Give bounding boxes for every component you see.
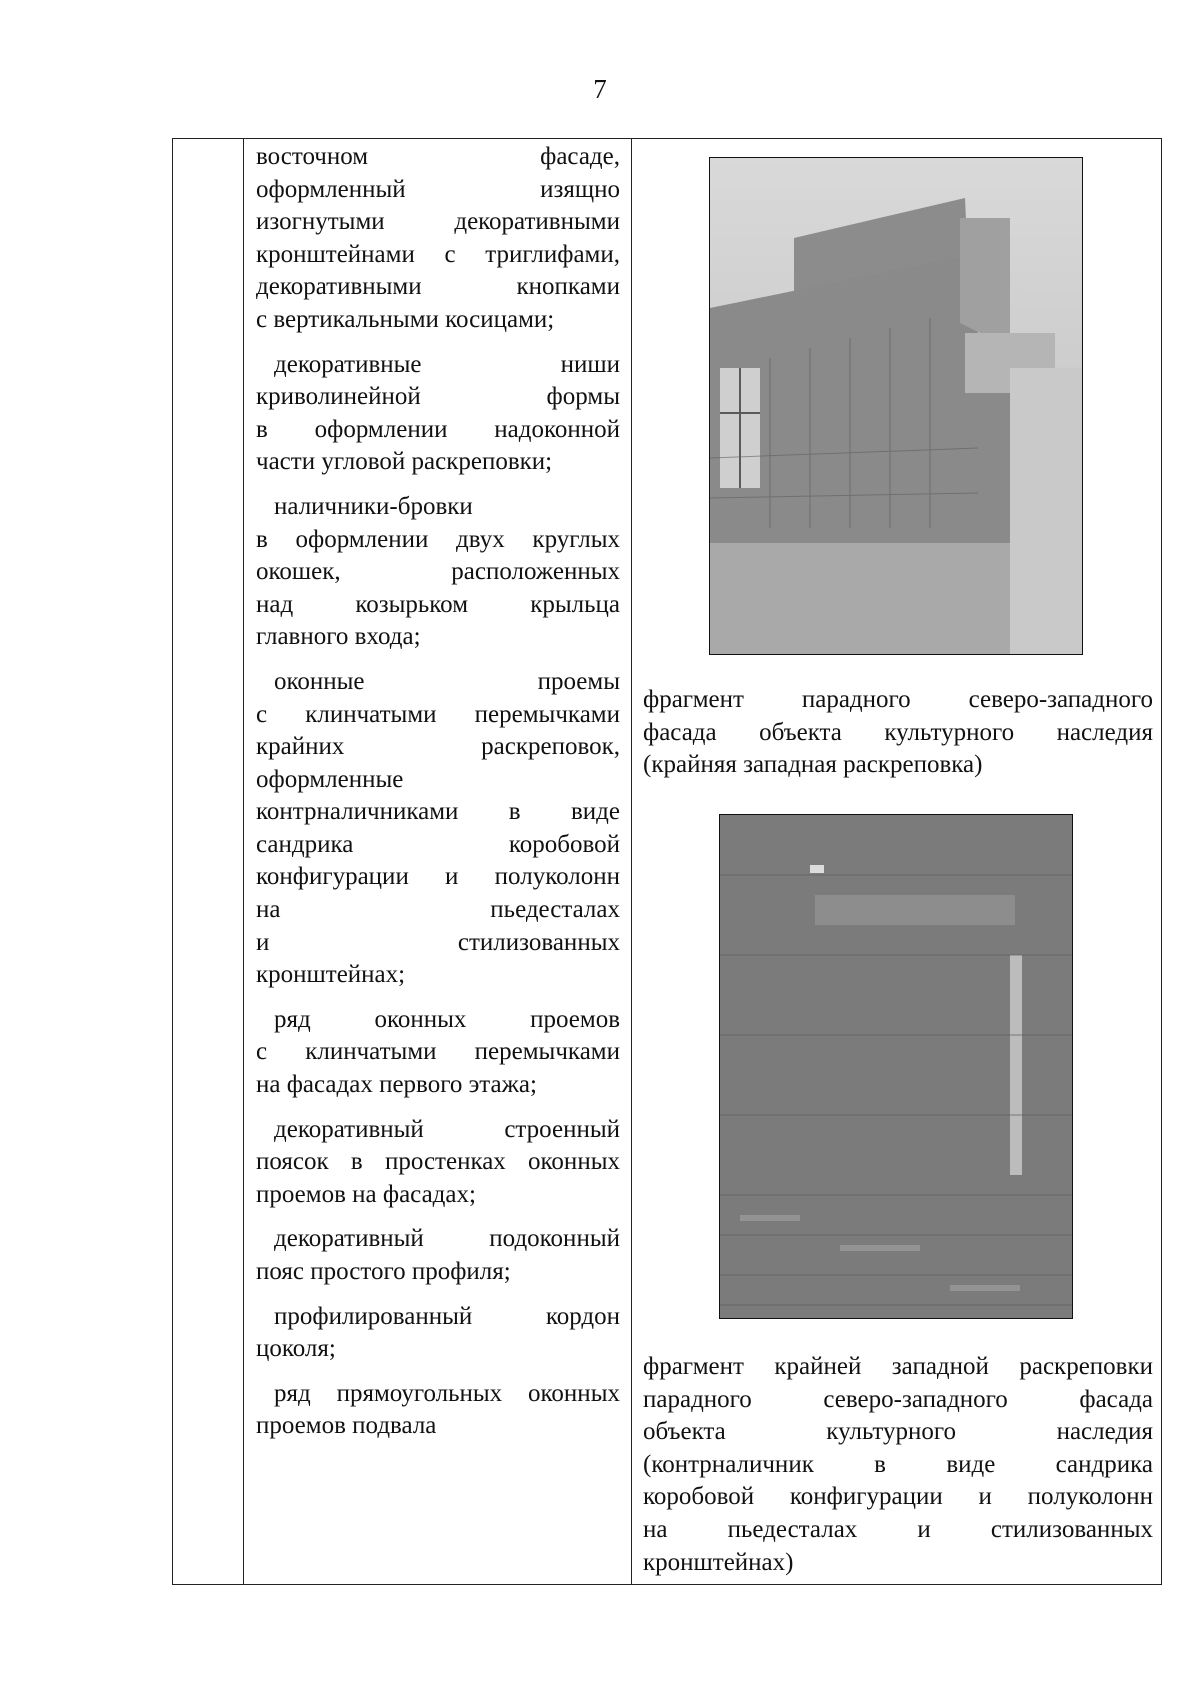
feature-line: части угловой раскреповки;: [256, 448, 553, 476]
feature-item: [256, 491, 620, 654]
feature-line: на фасадах первого этажа;: [256, 1071, 537, 1099]
photo-caption: [643, 1351, 1153, 1579]
feature-line: ряд прямоугольных оконных: [274, 1379, 620, 1407]
feature-line: сандрика коробовой: [256, 830, 620, 858]
feature-item: [256, 1378, 620, 1443]
feature-line: с вертикальными косицами;: [256, 305, 555, 333]
feature-line: оконные проемы: [274, 667, 620, 695]
page-number: 7: [593, 74, 607, 104]
caption-line: объекта культурного наследия: [643, 1418, 1153, 1446]
feature-line: над козырьком крыльца: [256, 590, 620, 618]
feature-line: конфигурации и полуколонн: [256, 863, 620, 891]
feature-item: [256, 349, 620, 479]
caption-line: (крайняя западная раскреповка): [643, 751, 983, 779]
caption-line: (контрналичник в виде сандрика: [643, 1450, 1153, 1478]
feature-line: кронштейнах;: [256, 961, 406, 989]
feature-line: изогнутыми декоративными: [256, 208, 620, 236]
feature-line: главного входа;: [256, 623, 421, 651]
feature-item: [256, 666, 620, 992]
brick-wall-window-photo: [719, 814, 1073, 1319]
feature-list: [256, 141, 620, 1455]
caption-line: на пьедесталах и стилизованных: [643, 1515, 1153, 1543]
feature-line: проемов на фасадах;: [256, 1180, 476, 1208]
feature-line: крайних раскреповок,: [256, 733, 620, 761]
feature-line: контрналичниками в виде: [256, 798, 620, 826]
feature-line: восточном фасаде,: [256, 143, 620, 170]
photo-caption: [643, 684, 1153, 782]
feature-item: [256, 141, 620, 337]
feature-line: наличники-бровки: [274, 492, 473, 520]
feature-line: ряд оконных проемов: [274, 1005, 620, 1033]
feature-line: декоративными кнопками: [256, 273, 620, 301]
caption-line: парадного северо-западного фасада: [643, 1385, 1153, 1413]
caption-line: коробовой конфигурации и полуколонн: [643, 1483, 1153, 1511]
feature-line: кронштейнами с триглифами,: [256, 240, 620, 268]
feature-line: оформленный изящно: [256, 175, 620, 203]
column-divider: [243, 139, 244, 1584]
building-corner-photo: [709, 157, 1083, 655]
feature-item: [256, 1301, 620, 1366]
caption-line: фасада объекта культурного наследия: [643, 718, 1153, 746]
feature-item: [256, 1223, 620, 1288]
caption-line: фрагмент парадного северо-западного: [643, 686, 1153, 713]
feature-line: пояс простого профиля;: [256, 1258, 511, 1285]
feature-line: в оформлении двух круглых: [256, 525, 620, 553]
feature-line: оформленные: [256, 765, 404, 793]
feature-line: и стилизованных: [256, 928, 620, 956]
feature-line: декоративные ниши: [274, 350, 620, 378]
caption-line: кронштейнах): [643, 1548, 794, 1576]
feature-line: проемов подвала: [256, 1412, 437, 1440]
feature-line: декоративный подоконный: [274, 1225, 620, 1253]
features-table: [172, 138, 1162, 1585]
feature-line: цоколя;: [256, 1335, 336, 1363]
feature-item: [256, 1114, 620, 1212]
feature-line: декоративный строенный: [274, 1115, 620, 1143]
feature-line: на пьедесталах: [256, 896, 620, 924]
caption-line: фрагмент крайней западной раскреповки: [643, 1353, 1153, 1380]
feature-line: с клинчатыми перемычками: [256, 1038, 620, 1066]
feature-item: [256, 1004, 620, 1102]
feature-line: криволинейной формы: [256, 383, 620, 411]
feature-line: окошек, расположенных: [256, 558, 620, 586]
column-divider: [631, 139, 632, 1584]
feature-line: с клинчатыми перемычками: [256, 700, 620, 728]
feature-line: поясок в простенках оконных: [256, 1148, 620, 1176]
photo-image: [720, 815, 1073, 1319]
feature-line: профилированный кордон: [274, 1302, 620, 1330]
photo-image: [710, 158, 1083, 655]
feature-line: в оформлении надоконной: [256, 415, 620, 443]
